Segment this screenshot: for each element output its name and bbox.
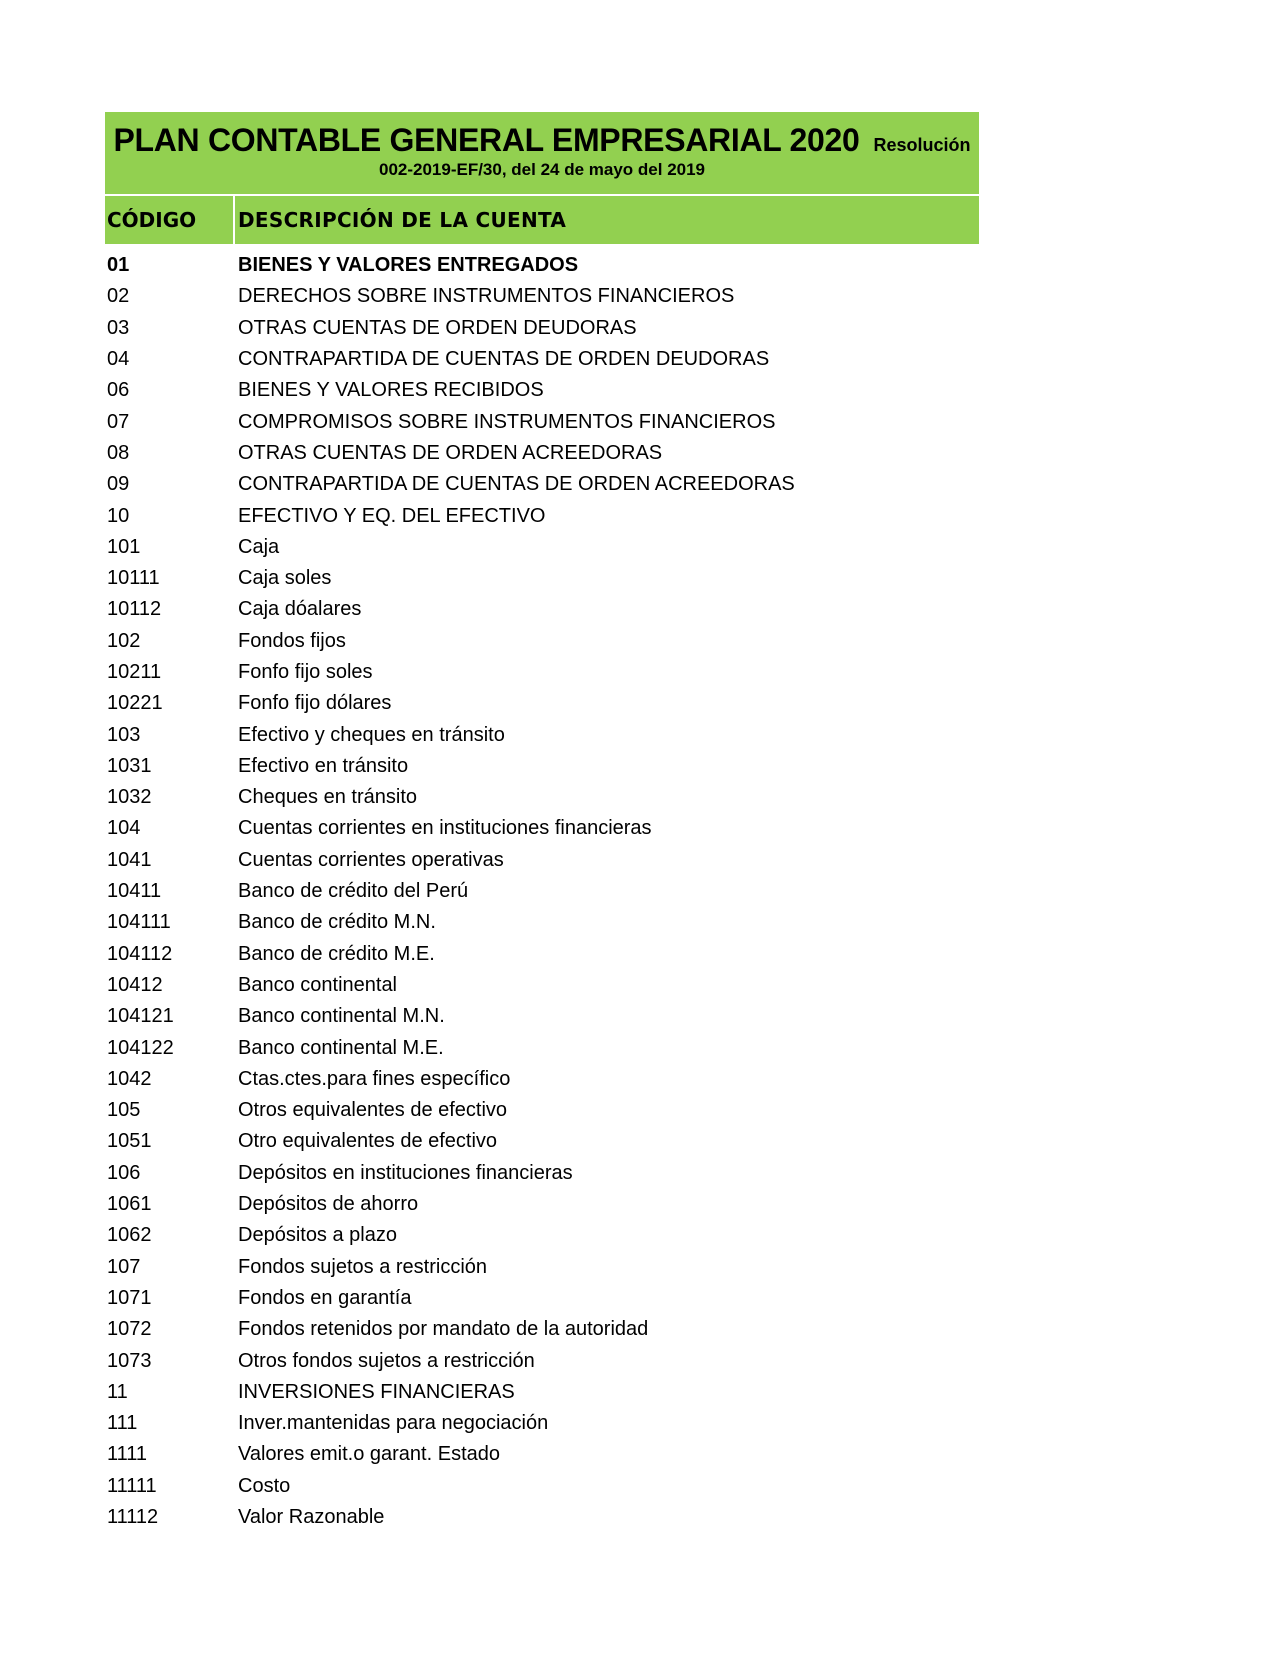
table-row <box>105 1032 979 1063</box>
table-row <box>105 344 979 375</box>
account-code: 03 <box>107 316 130 339</box>
account-code: 107 <box>107 1255 141 1278</box>
account-description: EFECTIVO Y EQ. DEL EFECTIVO <box>238 504 546 527</box>
table-row <box>105 1252 979 1283</box>
account-code: 11111 <box>107 1474 157 1497</box>
account-description: Caja soles <box>238 567 332 590</box>
account-description: Otros equivalentes de efectivo <box>238 1099 508 1122</box>
account-description: Otro equivalentes de efectivo <box>238 1130 498 1153</box>
account-code: 10111 <box>107 567 160 590</box>
table-row <box>105 1377 979 1408</box>
table-row <box>105 688 979 719</box>
table-row <box>105 626 979 657</box>
account-code: 1062 <box>107 1224 152 1247</box>
account-description: DERECHOS SOBRE INSTRUMENTOS FINANCIEROS <box>238 285 735 308</box>
account-code: 10112 <box>107 598 162 621</box>
account-code: 1073 <box>107 1349 152 1372</box>
account-code: 10412 <box>107 973 163 996</box>
account-code: 10211 <box>107 661 162 683</box>
table-row <box>105 406 979 437</box>
account-description: Banco de crédito del Perú <box>238 880 469 903</box>
account-description: Banco continental M.E. <box>238 1036 444 1059</box>
table-row <box>105 657 979 688</box>
table-row <box>105 782 979 813</box>
table-row <box>105 469 979 500</box>
account-description: Efectivo en tránsito <box>238 754 409 777</box>
account-description: Caja dóalares <box>238 598 362 621</box>
column-header-code: CÓDIGO <box>105 196 235 244</box>
account-description: Inver.mantenidas para negociación <box>238 1412 549 1435</box>
account-description: Valor Razonable <box>238 1506 385 1529</box>
account-description: Fondos en garantía <box>238 1286 412 1309</box>
account-code: 104111 <box>107 911 171 934</box>
account-description: OTRAS CUENTAS DE ORDEN ACREEDORAS <box>238 441 663 464</box>
table-row <box>105 438 979 469</box>
account-code: 101 <box>107 535 141 558</box>
table-row <box>105 1064 979 1095</box>
account-code: 104 <box>107 817 141 840</box>
account-description: Depósitos a plazo <box>238 1224 397 1247</box>
table-row <box>105 281 979 312</box>
title-block <box>105 112 979 194</box>
page-subtitle: 002-2019-EF/30, del 24 de mayo del 2019 <box>378 160 706 179</box>
account-code: 1072 <box>107 1318 152 1341</box>
account-code: 1041 <box>107 848 152 871</box>
account-code: 1071 <box>107 1286 152 1309</box>
account-code: 1111 <box>107 1443 148 1466</box>
account-description: BIENES Y VALORES RECIBIDOS <box>238 379 544 402</box>
account-code: 104121 <box>107 1005 174 1028</box>
account-description: CONTRAPARTIDA DE CUENTAS DE ORDEN ACREEDORAS <box>238 473 795 496</box>
account-list <box>105 250 979 1533</box>
table-row <box>105 1158 979 1189</box>
table-row <box>105 532 979 563</box>
account-code: 104112 <box>107 942 173 965</box>
table-row <box>105 845 979 876</box>
account-code: 11112 <box>107 1506 159 1529</box>
account-code: 10411 <box>107 880 162 903</box>
account-code: 1032 <box>107 786 152 809</box>
table-row <box>105 1439 979 1470</box>
account-code: 103 <box>107 723 141 746</box>
account-description: Costo <box>238 1474 291 1497</box>
table-row <box>105 1095 979 1126</box>
account-description: Cuentas corrientes en instituciones financieras <box>238 817 652 840</box>
table-row <box>105 907 979 938</box>
account-description: Valores emit.o garant. Estado <box>238 1443 500 1466</box>
account-code: 06 <box>107 379 130 402</box>
column-header-description: DESCRIPCIÓN DE LA CUENTA <box>238 208 567 232</box>
table-row <box>105 1314 979 1345</box>
account-description: Depósitos en instituciones financieras <box>238 1161 573 1184</box>
table-row <box>105 1220 979 1251</box>
table-row <box>105 1283 979 1314</box>
account-code: 105 <box>107 1099 141 1122</box>
title-line <box>105 122 979 159</box>
account-code: 09 <box>107 473 130 496</box>
account-code: 1031 <box>107 754 152 777</box>
table-row <box>105 1126 979 1157</box>
account-code: 02 <box>107 285 130 308</box>
table-row <box>105 970 979 1001</box>
table-row <box>105 375 979 406</box>
account-description: Depósitos de ahorro <box>238 1193 419 1216</box>
account-description: Caja <box>238 535 280 558</box>
account-description: Cheques en tránsito <box>238 786 418 809</box>
account-code: 08 <box>107 441 130 464</box>
table-row <box>105 1189 979 1220</box>
table-row <box>105 563 979 594</box>
table-row <box>105 751 979 782</box>
account-code: 04 <box>107 348 130 371</box>
account-description: Otros fondos sujetos a restricción <box>238 1349 535 1372</box>
table-row <box>105 1001 979 1032</box>
account-code: 01 <box>107 254 130 277</box>
account-code: 10221 <box>107 692 163 715</box>
table-row <box>105 1502 979 1533</box>
account-description: Fondos sujetos a restricción <box>238 1255 488 1278</box>
table-row <box>105 719 979 750</box>
account-description: Fonfo fijo soles <box>238 661 373 683</box>
account-code: 104122 <box>107 1036 174 1059</box>
table-row <box>105 813 979 844</box>
account-code: 07 <box>107 410 130 433</box>
account-description: CONTRAPARTIDA DE CUENTAS DE ORDEN DEUDORAS <box>238 348 770 371</box>
table-row <box>105 250 979 281</box>
account-description: Fonfo fijo dólares <box>238 692 392 715</box>
account-code: 1061 <box>107 1193 152 1216</box>
account-description: INVERSIONES FINANCIERAS <box>238 1380 515 1403</box>
account-description: OTRAS CUENTAS DE ORDEN DEUDORAS <box>238 316 637 339</box>
account-code: 102 <box>107 629 141 652</box>
table-row <box>105 594 979 625</box>
account-code: 10 <box>107 504 130 527</box>
account-code: 111 <box>107 1412 138 1435</box>
resolution-label: Resolución <box>873 135 971 155</box>
table-row <box>105 939 979 970</box>
account-description: Banco de crédito M.N. <box>238 911 436 934</box>
account-description: Ctas.ctes.para fines específico <box>238 1067 511 1090</box>
account-code: 1042 <box>107 1067 152 1090</box>
account-description: BIENES Y VALORES ENTREGADOS <box>238 254 579 277</box>
table-row <box>105 313 979 344</box>
table-row <box>105 1408 979 1439</box>
table-row <box>105 1471 979 1502</box>
table-row <box>105 1345 979 1376</box>
account-description: Banco de crédito M.E. <box>238 942 435 965</box>
table-row <box>105 500 979 531</box>
account-description: Fondos fijos <box>238 629 346 652</box>
account-code: 1051 <box>107 1130 152 1153</box>
account-description: Banco continental M.N. <box>238 1005 445 1028</box>
table-row <box>105 876 979 907</box>
account-description: Cuentas corrientes operativas <box>238 848 504 871</box>
page-title: PLAN CONTABLE GENERAL EMPRESARIAL 2020 <box>113 122 860 158</box>
account-code: 106 <box>107 1161 141 1184</box>
table-header <box>105 196 979 244</box>
account-description: COMPROMISOS SOBRE INSTRUMENTOS FINANCIEROS <box>238 410 776 433</box>
account-description: Banco continental <box>238 973 398 996</box>
account-code: 11 <box>107 1380 128 1403</box>
account-description: Efectivo y cheques en tránsito <box>238 723 505 746</box>
account-description: Fondos retenidos por mandato de la autoridad <box>238 1318 649 1341</box>
account-plan-sheet <box>105 112 979 1533</box>
